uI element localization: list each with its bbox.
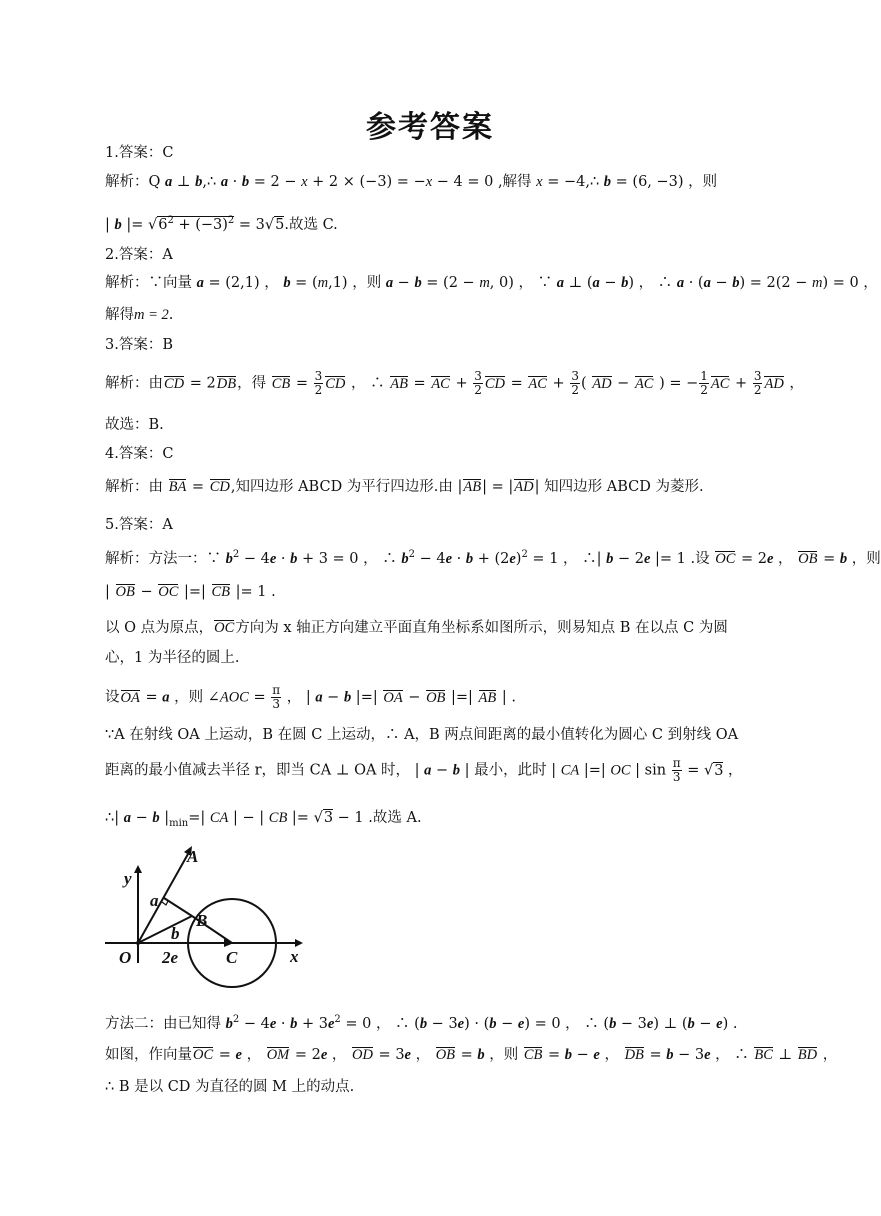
q5-answer: 5.答案：A [105, 517, 173, 533]
page-title: 参考答案 [366, 110, 494, 145]
q5-method2: 方法二：由已知得 $b^2 - 4e \cdot b + 3e^2 = 0$ ， ∴ (b − 3e) · (b − e) = 0 ， ∴ (b − 3e) ⊥ (b − e) . [105, 1014, 738, 1032]
label-A: A [187, 847, 199, 866]
q5-circle: 心，1 为半径的圆上. [105, 650, 240, 666]
q1-analysis: 解析：Q a ⊥ b,∴ a · b = 2 − x + 2 × (−3) = −x − 4 = 0 ,解得 x = −4,∴ b = (6, −3) ，则 [105, 174, 718, 190]
label-2e: 2e [162, 948, 179, 967]
q4-answer: 4.答案：C [105, 446, 174, 462]
q5-vectors: 如图，作向量OC = e ， OM = 2e ， OD = 3e ， OB = b ，则 CB = b − e ， DB = b − 3e ， ∴ BC ⊥ BD ， [105, 1047, 838, 1063]
q3-conclusion: 故选：B. [105, 417, 164, 433]
q1-answer: 1.答案：C [105, 145, 174, 161]
label-C: C [226, 948, 238, 967]
label-y: y [124, 869, 132, 888]
q1-magnitude: | b |= $√6^2 + (-3)^2 = 3√5$.故选 C. [105, 215, 338, 233]
origin-point [136, 941, 140, 945]
q2-analysis: 解析：∵向量 a = (2,1) ， b = (m,1) ，则 a − b = (2 − m, 0) ， ∵ a ⊥ (a − b) ， ∴ a · (a − b) = 2(2 − m) = 0 ， [105, 275, 878, 291]
label-a: a [150, 891, 159, 910]
q5-method1: 解析：方法一：∵ $b^2 - 4e \cdot b + 3 = 0$ ， ∴ $b^2 - 4e \cdot b + (2e)^2 = 1$ ， ∴| b − 2e |= 1 .设 OC = 2e ， OB = b ，则 [105, 549, 881, 567]
label-b: b [171, 924, 180, 943]
q4-analysis: 解析：由 BA = CD,知四边形 ABCD 为平行四边形.由 |AB| = |AD| 知四边形 ABCD 为菱形. [105, 479, 704, 495]
q3-answer: 3.答案：B [105, 337, 173, 353]
q2-solve: 解得m = 2. [105, 307, 174, 323]
label-x: x [290, 947, 299, 966]
label-O: O [119, 948, 132, 967]
q5-set: 设OA = a ，则 ∠AOC = $\frac{\pi}{3}$ ， | a − b |=| OA − OB |=| AB | . [105, 683, 516, 711]
q5-coord: 以 O 点为原点，OC方向为 x 轴正方向建立平面直角坐标系如图所示，则易知点 B 在以点 C 为圆 [105, 620, 728, 636]
q5-motion: ∵A 在射线 OA 上运动，B 在圆 C 上运动，∴ A，B 两点间距离的最小值转化为圆心 C 到射线 OA [105, 727, 739, 743]
q5-last: ∴ B 是以 CD 为直径的圆 M 上的动点. [105, 1079, 355, 1095]
q5-min: 距离的最小值减去半径 r，即当 CA ⊥ OA 时， | a − b | 最小，此时 | CA |=| OC | sin $\frac{\pi}{3}$ = √3 ， [105, 756, 743, 784]
coordinate-figure [100, 838, 310, 978]
q5-result: ∴| a − b $|_{min}=|$ CA | − | CB |= √3 − 1 .故选 A. [105, 810, 422, 829]
q5-cb: | OB − OC |=| CB |= 1 . [105, 584, 276, 600]
q3-analysis: 解析：由CD = 2DB，得 CB = $\frac{3}{2}$ CD ， ∴ AB = AC + $\frac{3}{2}$ CD = AC + $\frac{3}{2}$ ( AD − AC ) = − $\frac{1}{2}$ AC + $\frac{3}{2}$ AD ， [105, 369, 804, 397]
label-B: B [196, 911, 208, 930]
q2-answer: 2.答案：A [105, 247, 173, 263]
